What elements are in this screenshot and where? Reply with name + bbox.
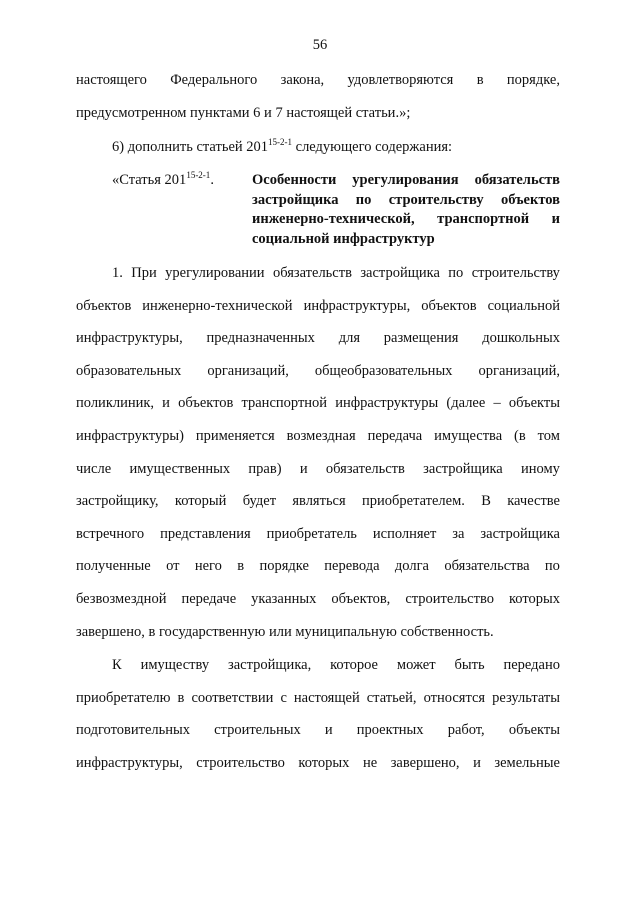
word: урегулировании <box>165 265 265 281</box>
text-line <box>76 290 560 323</box>
word: в <box>237 558 245 575</box>
word: порядке <box>259 558 309 575</box>
word: него <box>194 558 222 575</box>
word: за <box>452 525 465 542</box>
word: поликлиник, <box>76 395 155 412</box>
word: передано <box>503 657 560 673</box>
word: закона, <box>280 72 325 88</box>
intro-block <box>76 64 560 129</box>
word: инфраструктуры, <box>76 754 183 771</box>
word: указанных <box>251 590 317 607</box>
word: объекты <box>508 722 560 739</box>
text-line <box>76 714 560 747</box>
word: для <box>338 330 361 347</box>
word: которых <box>508 590 560 607</box>
text-line <box>76 649 560 682</box>
word: с <box>280 689 287 706</box>
text-line <box>76 355 560 388</box>
word: относятся <box>423 689 486 706</box>
word: организаций, <box>207 362 289 379</box>
word: безвозмездной <box>76 590 167 607</box>
word: размещения <box>383 330 459 347</box>
word: инфраструктуры, <box>303 297 411 314</box>
text-line <box>76 420 560 453</box>
word: качестве <box>507 493 560 510</box>
word: – <box>493 395 501 412</box>
word: возмездная <box>286 427 356 444</box>
word: предназначенных <box>206 330 315 347</box>
word: числе <box>76 460 112 477</box>
word: будет <box>242 493 277 510</box>
word: передаче <box>181 590 237 607</box>
word: перевода <box>324 558 380 575</box>
text-line <box>76 583 560 616</box>
word: являться <box>292 493 346 510</box>
paragraph-2 <box>76 649 560 779</box>
page-number: 56 <box>312 37 328 53</box>
word: социальной <box>487 297 560 314</box>
word: статьей, <box>366 689 417 706</box>
article-title-line <box>252 171 560 191</box>
word: объектов <box>178 395 234 412</box>
word: имуществу <box>140 657 210 673</box>
word: и <box>324 722 333 739</box>
word: применяется <box>195 427 275 444</box>
word: приобретателем. <box>362 493 465 510</box>
word: удовлетворяются <box>347 72 454 88</box>
word: объектов <box>76 297 132 314</box>
word: инженерно-технической <box>142 297 293 314</box>
word: по <box>448 265 464 281</box>
word: и <box>299 460 308 477</box>
text-line: завершено, в государственную или муниципальную собственность. <box>76 623 494 640</box>
word: К <box>112 657 122 673</box>
word: строительных <box>214 722 301 739</box>
article-title <box>252 171 560 249</box>
word: застройщику, <box>76 493 159 510</box>
word: и <box>473 754 481 771</box>
word: застройщика <box>360 265 440 281</box>
word: организаций, <box>478 362 560 379</box>
word: строительству <box>388 191 484 208</box>
word: проектных <box>356 722 424 739</box>
word: объектов, <box>331 590 391 607</box>
word: (в <box>514 427 526 444</box>
word: встречного <box>76 525 145 542</box>
word: объекты <box>508 395 560 412</box>
word: представления <box>160 525 251 542</box>
word: застройщика <box>423 460 503 477</box>
text-line <box>76 747 560 780</box>
word: строительство <box>405 590 494 607</box>
text-line <box>76 453 560 486</box>
word: которых <box>298 754 350 771</box>
word: инфраструктуры) <box>76 427 184 444</box>
word: приобретатель <box>266 525 357 542</box>
word: (далее <box>446 395 486 412</box>
text-line: предусмотренном пунктами 6 и 7 настоящей статьи.»; <box>76 104 411 121</box>
word: настоящего <box>76 72 147 88</box>
word: застройщика, <box>228 657 312 673</box>
word: имущества <box>434 427 503 444</box>
word: исполняет <box>372 525 437 542</box>
word: прав) <box>248 460 282 477</box>
word: в <box>476 72 484 88</box>
word: приобретателю <box>76 689 171 706</box>
article-title-line <box>252 230 560 250</box>
text-line <box>76 485 560 518</box>
word: транспортной <box>437 211 530 227</box>
text-line <box>76 550 560 583</box>
word: и <box>551 211 560 227</box>
word: результаты <box>492 689 560 706</box>
article-sup: 15-2-1 <box>186 170 211 180</box>
word: строительство <box>196 754 285 771</box>
word: инфраструктуры <box>335 395 439 412</box>
word: инженерно-технической, <box>252 211 415 227</box>
word: инфраструктуры, <box>76 330 183 347</box>
word: долга <box>394 558 429 575</box>
word: 1. <box>112 265 123 281</box>
word: соответствии <box>191 689 274 706</box>
amendment-block <box>76 131 560 164</box>
word: иному <box>521 460 560 477</box>
word: дошкольных <box>482 330 560 347</box>
text-line <box>76 257 560 290</box>
word: от <box>166 558 180 575</box>
text-line <box>76 518 560 551</box>
word: настоящей <box>293 689 360 706</box>
word: урегулирования <box>352 172 459 188</box>
word: Особенности <box>252 172 337 188</box>
word: подготовительных <box>76 722 190 739</box>
word: завершено, <box>390 754 460 771</box>
word: обязательства <box>444 558 530 575</box>
text-line <box>76 682 560 715</box>
word: не <box>362 754 378 771</box>
paragraph-1 <box>76 257 560 648</box>
word: полученные <box>76 558 151 575</box>
word: имущественных <box>129 460 231 477</box>
word: обязательств <box>325 460 405 477</box>
word: объектов <box>421 297 477 314</box>
text-line <box>76 64 560 97</box>
article-title-line <box>252 191 560 211</box>
word: В <box>481 493 491 510</box>
text-line <box>76 322 560 355</box>
word: в <box>177 689 185 706</box>
word: образовательных <box>76 362 182 379</box>
word: которое <box>330 657 378 673</box>
word: При <box>131 265 157 281</box>
word: быть <box>454 657 485 673</box>
word: строительству <box>471 265 560 281</box>
word: Федерального <box>170 72 258 88</box>
word: передача <box>367 427 423 444</box>
word: по <box>355 191 372 208</box>
word: застройщика <box>480 525 560 542</box>
amendment-line: 6) дополнить статьей 201$^{15-2-1}$ следующего содержания: <box>112 137 453 155</box>
word: может <box>396 657 436 673</box>
word: объектов <box>500 191 560 208</box>
word: транспортной <box>241 395 328 412</box>
text-line <box>76 387 560 420</box>
word: обязательств <box>272 265 352 281</box>
article-label: «Статья 201$^{15-2-1}$. <box>112 170 214 188</box>
word: по <box>544 558 560 575</box>
amendment-sup: 15-2-1 <box>268 137 293 147</box>
word: общеобразовательных <box>314 362 453 379</box>
article-title-line <box>252 210 560 230</box>
word: социальной инфраструктур <box>252 230 435 247</box>
word: порядке, <box>506 72 560 88</box>
word: и <box>162 395 170 412</box>
word: обязательств <box>474 172 560 188</box>
word: работ, <box>447 722 485 739</box>
word: том <box>537 427 560 444</box>
word: земельные <box>494 754 560 771</box>
word: который <box>174 493 227 510</box>
word: застройщика <box>252 191 339 208</box>
